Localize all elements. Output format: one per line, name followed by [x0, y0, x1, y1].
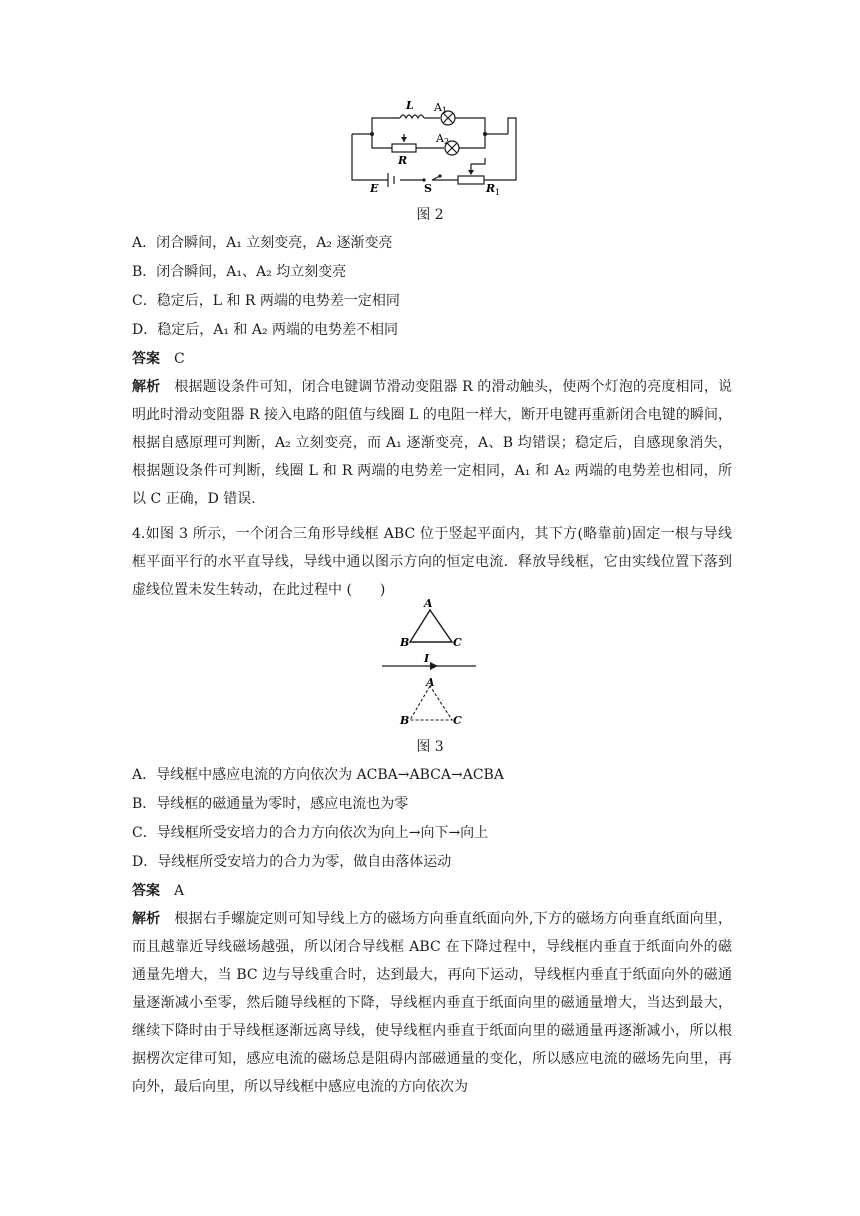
label-A-dashed: A: [426, 676, 435, 689]
label-A2: A: [436, 132, 444, 145]
q4-analysis: 解析 根据右手螺旋定则可知导线上方的磁场方向垂直纸面向外,下方的磁场方向垂直纸面向里，而且越靠近导线磁场越强，所以闭合导线框 ABC 在下降过程中，导线框内垂直于纸面向外的磁通量先增大，当 BC 边与导线重合时，达到最大，再向下运动，导线框内垂直于纸面向外的磁通量逐渐减小至零，然后随导线框的下降，导线框内垂直于纸面向里的磁通量增大，当达到最大，继续下降时由于导线框逐渐远离导线，使导线框内垂直于纸面向里的磁通量再逐渐减小，所以根据楞次定律可知，感应电流的磁场总是阻碍内部磁通量的变化，所以感应电流的磁场先向里，再向外，最后向里，所以导线框中感应电流的方向依次为: [132, 911, 733, 1095]
label-L: L: [406, 99, 414, 112]
q4-option-a: A．导线框中感应电流的方向依次为 ACBA→ABCA→ACBA: [132, 767, 504, 783]
label-A1: A: [434, 101, 442, 114]
label-E: E: [370, 182, 379, 195]
label-S: S: [424, 182, 432, 195]
label-current-I: I: [424, 652, 430, 665]
q3-option-d: D．稳定后，A₁ 和 A₂ 两端的电势差不相同: [132, 322, 399, 338]
label-A-solid: A: [424, 597, 433, 610]
q4-option-b: B．导线框的磁通量为零时，感应电流也为零: [132, 796, 409, 812]
label-A2-sub: 2: [444, 137, 450, 146]
label-B-dashed: B: [400, 714, 410, 727]
q4-option-c: C．导线框所受安培力的合力方向依次为向上→向下→向上: [132, 825, 489, 841]
q3-option-a: A．闭合瞬间，A₁ 立刻变亮，A₂ 逐渐变亮: [132, 235, 393, 251]
label-B-solid: B: [400, 636, 410, 649]
label-R1: R: [486, 182, 496, 195]
q3-answer: 答案 C: [132, 351, 185, 367]
q3-option-c: C．稳定后，L 和 R 两端的电势差一定相同: [132, 293, 400, 309]
triangle-wire-diagram: [380, 596, 480, 732]
circuit-diagram: [340, 96, 520, 196]
q4-answer: 答案 A: [132, 883, 185, 899]
q4-stem: 4.如图 3 所示，一个闭合三角形导线框 ABC 位于竖起平面内，其下方(略靠前)固定一根与导线框平面平行的水平直导线，导线中通以图示方向的恒定电流．释放导线框，它由实线位置下落到虚线位置未发生转动，在此过程中 ( ): [132, 526, 732, 598]
figure-2-caption: 图 2: [416, 207, 444, 223]
label-R1-sub: 1: [495, 188, 501, 196]
q3-option-b: B．闭合瞬间，A₁、A₂ 均立刻变亮: [132, 264, 347, 280]
label-A1-sub: 1: [442, 106, 448, 115]
label-R: R: [398, 154, 408, 167]
figure-3-caption: 图 3: [416, 739, 444, 755]
label-C-solid: C: [453, 636, 462, 649]
label-C-dashed: C: [453, 714, 462, 727]
q4-option-d: D．导线框所受安培力的合力为零，做自由落体运动: [132, 854, 452, 870]
q3-analysis: 解析 根据题设条件可知，闭合电键调节滑动变阻器 R 的滑动触头，使两个灯泡的亮度相同，说明此时滑动变阻器 R 接入电路的阻值与线圈 L 的电阻一样大，断开电键再重新闭合电键的瞬间，根据自感原理可判断，A₂ 立刻变亮，而 A₁ 逐渐变亮，A、B 均错误；稳定后，自感现象消失，根据题设条件可判断，线圈 L 和 R 两端的电势差一定相同，A₁ 和 A₂ 两端的电势差也相同，所以 C 正确，D 错误.: [132, 379, 732, 507]
